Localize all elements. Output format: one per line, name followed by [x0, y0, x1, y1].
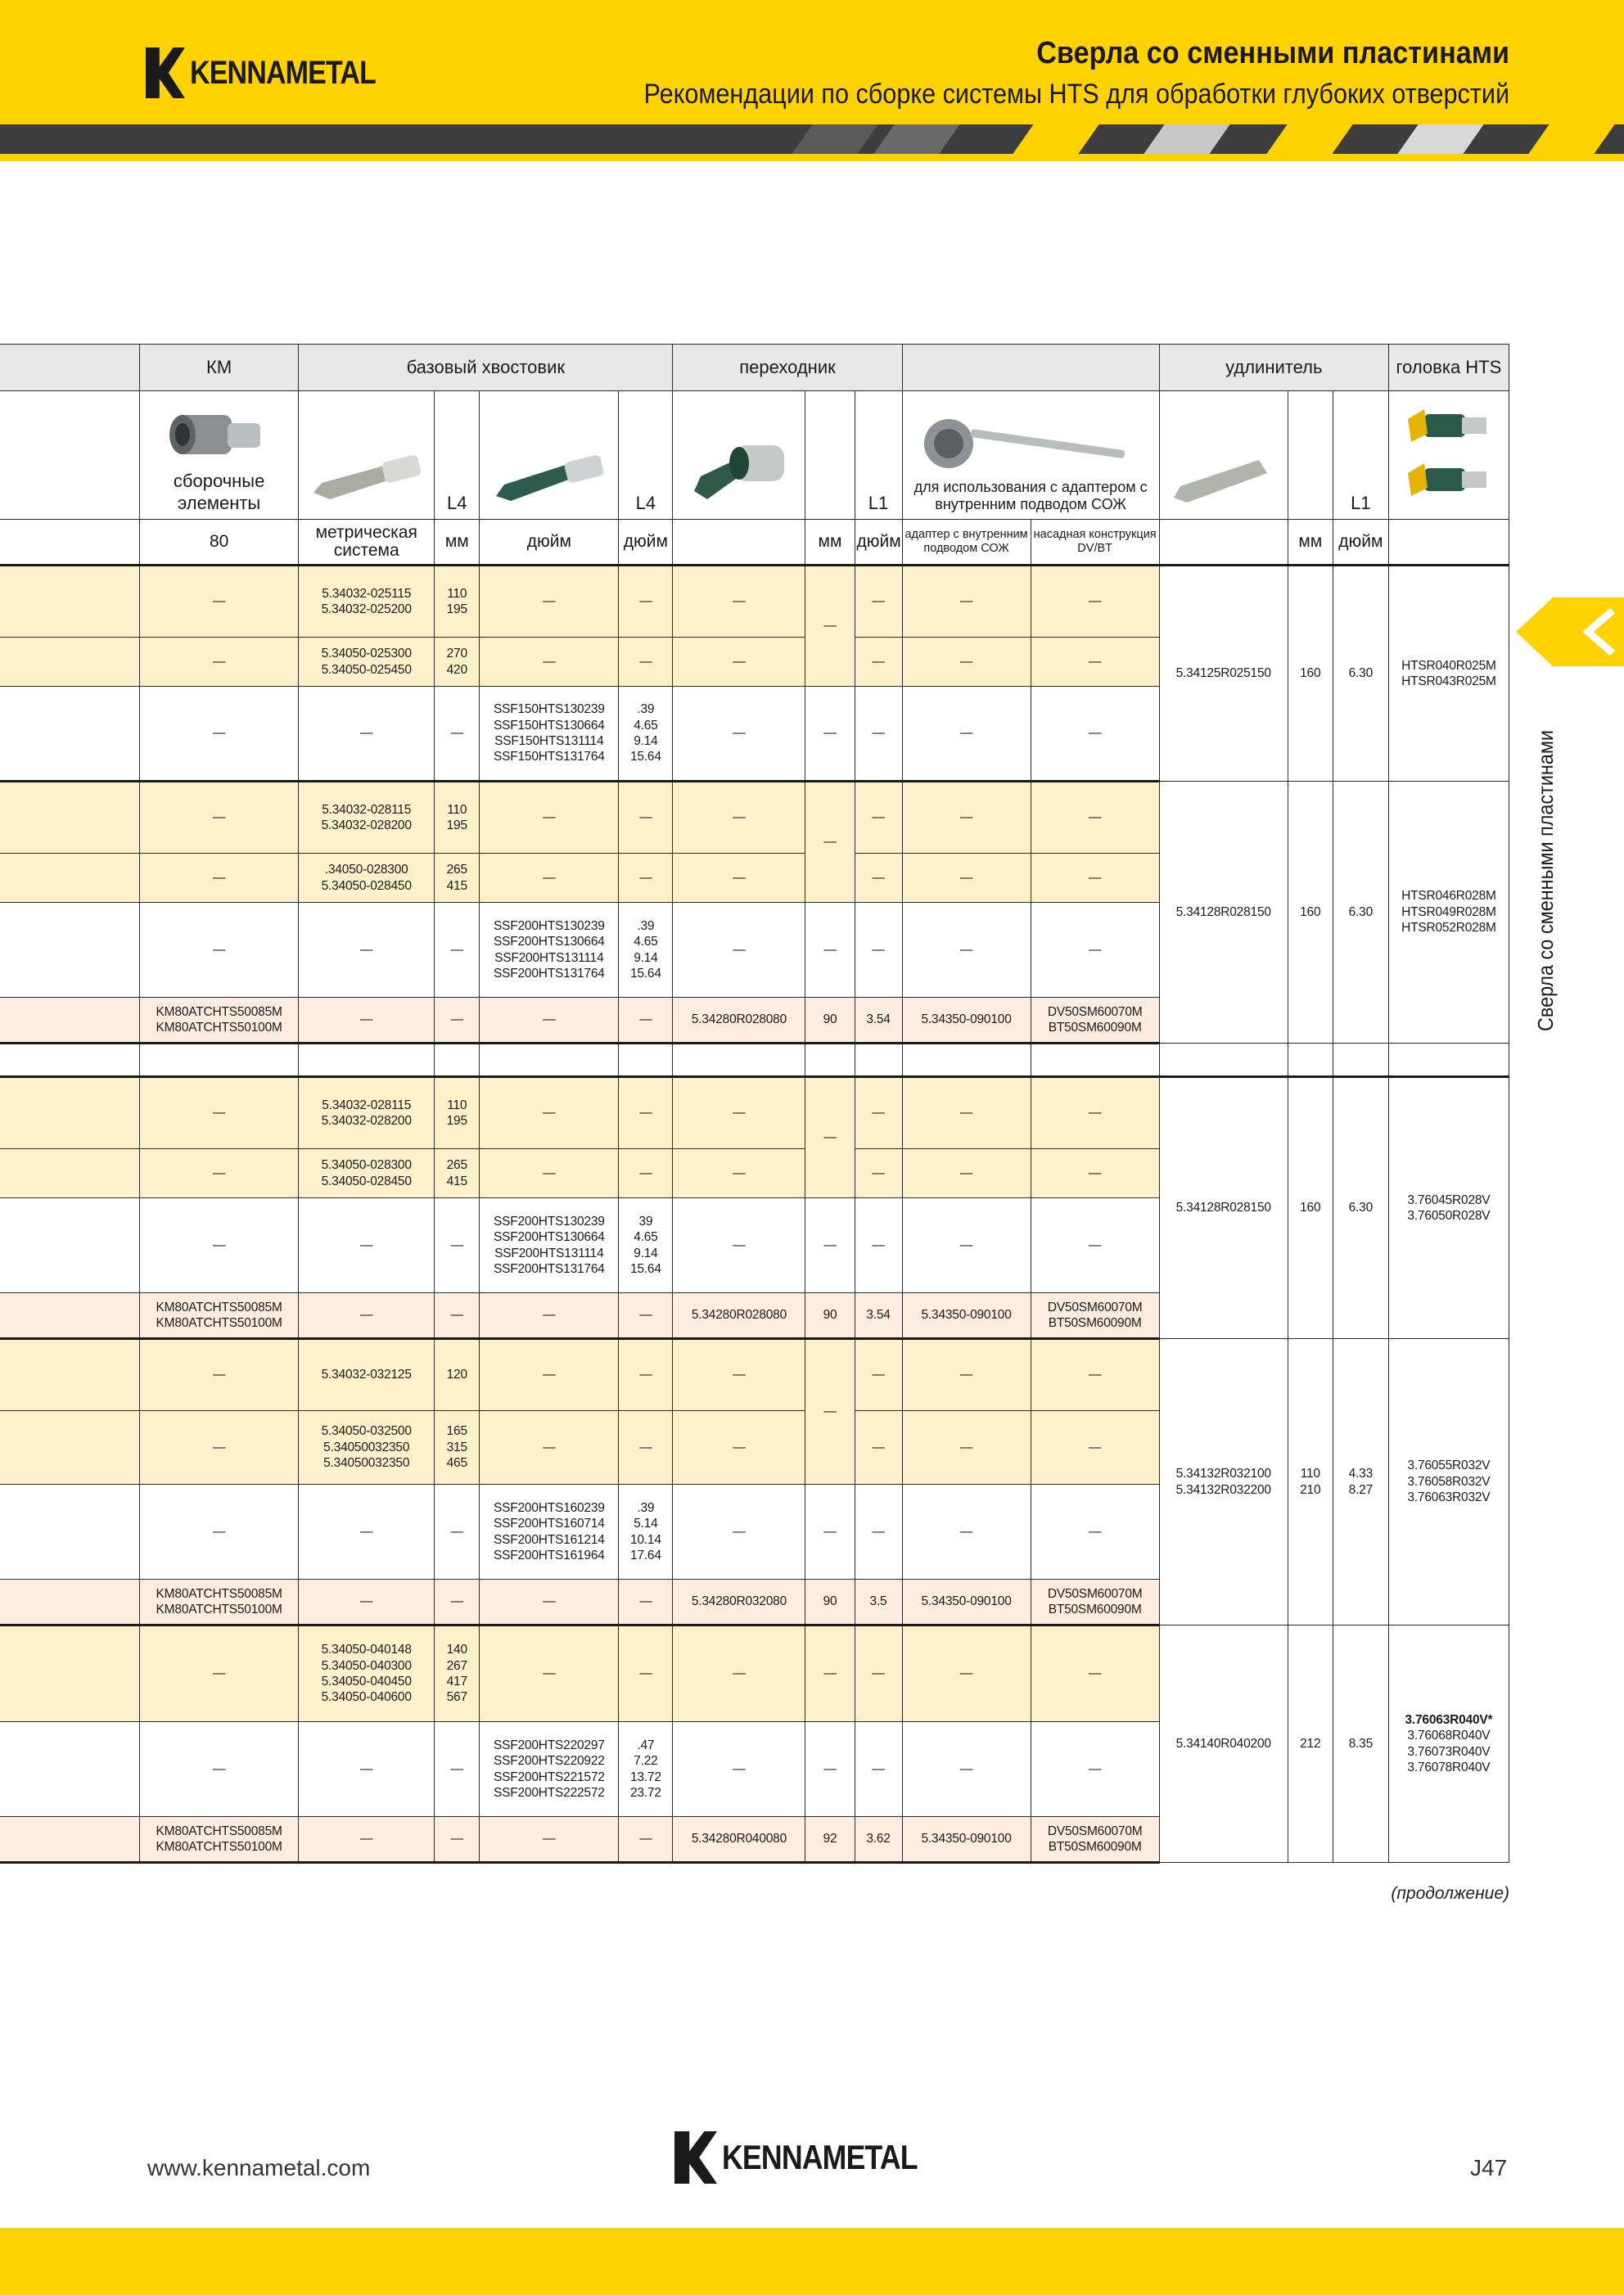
table-cell: — — [902, 1625, 1031, 1722]
table-cell: — — [1031, 1198, 1159, 1293]
table-cell: — — [673, 1077, 805, 1149]
table-cell: — — [1031, 1077, 1159, 1149]
table-cell: — — [480, 782, 619, 854]
table-cell: — — [805, 1722, 855, 1817]
table-cell: — — [140, 854, 299, 903]
table-cell — [0, 566, 140, 638]
table-cell: — — [480, 638, 619, 687]
table-cell: — — [140, 1339, 299, 1411]
table-cell: 6.30 — [1333, 782, 1388, 1044]
table-cell: — — [673, 782, 805, 854]
table-cell: KM80ATCHTS50085M KM80ATCHTS50100M — [140, 1293, 299, 1339]
table-cell: — — [855, 638, 902, 687]
table-cell: — — [140, 1198, 299, 1293]
spacer-cell — [673, 1044, 805, 1077]
table-cell: — — [902, 1411, 1031, 1485]
table-cell: — — [299, 1722, 435, 1817]
km-clamping-unit-icon — [158, 400, 281, 464]
table-cell: — — [902, 903, 1031, 998]
table-cell: — — [480, 1339, 619, 1411]
table-cell — [1388, 566, 1509, 782]
table-cell: 3.54 — [855, 1293, 902, 1339]
table-row — [0, 782, 1509, 854]
table-cell: — — [902, 1198, 1031, 1293]
coolant-header — [902, 345, 1159, 391]
table-cell: — — [1031, 903, 1159, 998]
table-cell: 160 — [1288, 782, 1333, 1044]
table-cell: 5.34125R025150 — [1159, 566, 1288, 782]
table-cell: — — [1031, 1149, 1159, 1198]
table-cell: — — [619, 1625, 673, 1722]
table-cell: 265 415 — [435, 854, 480, 903]
table-cell — [1388, 1339, 1509, 1625]
head-codes: 3.76045R028V 3.76050R028V — [1407, 1193, 1491, 1223]
table-cell: — — [1031, 638, 1159, 687]
chevron-left-icon — [1575, 606, 1621, 658]
table-cell: — — [805, 566, 855, 687]
kennametal-logo — [146, 47, 408, 98]
table-cell: — — [805, 1625, 855, 1722]
table-cell: — — [855, 854, 902, 903]
table-cell: 5.34350-090100 — [902, 998, 1031, 1044]
table-cell: — — [902, 854, 1031, 903]
table-cell: — — [805, 1339, 855, 1485]
table-cell: 212 — [1288, 1625, 1333, 1863]
table-cell: DV50SM60070M BT50SM60090M — [1031, 1293, 1159, 1339]
spacer-cell — [1031, 1044, 1159, 1077]
highlighted-head: 3.76063R040V* — [1405, 1712, 1493, 1727]
blank-header — [0, 345, 140, 391]
table-cell: SSF150HTS130239 SSF150HTS130664 SSF150HTS131114 SSF150HTS131764 — [480, 687, 619, 782]
table-cell: — — [902, 1149, 1031, 1198]
hts-head-image-cell — [1388, 391, 1509, 520]
table-cell: — — [299, 1293, 435, 1339]
base-shank-icon — [305, 450, 428, 507]
table-cell: — — [673, 566, 805, 638]
table-cell: — — [140, 1077, 299, 1149]
table-cell: — — [140, 1722, 299, 1817]
hts-head-header: головка HTS — [1388, 345, 1509, 391]
table-cell: 5.34032-025115 5.34032-025200 — [299, 566, 435, 638]
table-cell: 5.34050-032500 5.34050032350 5.34050032350 — [299, 1411, 435, 1485]
table-cell: — — [855, 1411, 902, 1485]
spacer-cell — [1388, 1044, 1509, 1077]
table-cell: — — [1031, 687, 1159, 782]
head-codes: 3.76068R040V 3.76073R040V 3.76078R040V — [1407, 1729, 1491, 1774]
drill-head-icon — [1400, 401, 1498, 507]
table-cell: — — [299, 687, 435, 782]
table-cell: — — [435, 687, 480, 782]
table-cell: — — [673, 1149, 805, 1198]
table-cell: — — [673, 1198, 805, 1293]
table-cell: — — [435, 903, 480, 998]
table-cell: — — [673, 1485, 805, 1580]
table-cell: 5.34050-040148 5.34050-040300 5.34050-040450 5.34050-040600 — [299, 1625, 435, 1722]
table-cell: 5.34050-025300 5.34050-025450 — [299, 638, 435, 687]
table-cell: — — [855, 1149, 902, 1198]
coolant-image-cell: для использования с адаптером с внутренним подводом СОЖ — [902, 391, 1159, 520]
table-cell: — — [480, 1817, 619, 1863]
table-cell: — — [619, 1339, 673, 1411]
table-cell: 120 — [435, 1339, 480, 1411]
table-cell: — — [805, 687, 855, 782]
table-cell: — — [435, 1198, 480, 1293]
table-row — [0, 1339, 1509, 1411]
table-cell: — — [1031, 854, 1159, 903]
table-cell: — — [855, 1198, 902, 1293]
head-codes: HTSR046R028M HTSR049R028M HTSR052R028M — [1401, 889, 1496, 936]
table-cell: .39 4.65 9.14 15.64 — [619, 903, 673, 998]
extension-header: удлинитель — [1159, 345, 1388, 391]
table-cell: 110 195 — [435, 782, 480, 854]
adapter-image-cell — [673, 391, 805, 520]
unit-header-row: 80 метрическая система мм дюйм дюйм мм дюйм адаптер с внутренним подводом СОЖ насадная конструкция DV/BT мм дюйм — [0, 520, 1509, 566]
table-cell: 5.34280R032080 — [673, 1580, 805, 1625]
table-cell: — — [902, 1077, 1031, 1149]
head-codes: 3.76055R032V 3.76058R032V 3.76063R032V — [1407, 1459, 1491, 1505]
table-cell — [0, 638, 140, 687]
table-cell: .47 7.22 13.72 23.72 — [619, 1722, 673, 1817]
table-cell: — — [140, 1149, 299, 1198]
table-cell: .34050-028300 5.34050-028450 — [299, 854, 435, 903]
spacer-cell — [435, 1044, 480, 1077]
table-cell: 5.34032-028115 5.34032-028200 — [299, 782, 435, 854]
table-cell: — — [1031, 1485, 1159, 1580]
table-cell — [0, 1198, 140, 1293]
table-cell: — — [619, 1580, 673, 1625]
table-cell: — — [855, 782, 902, 854]
table-cell: 8.35 — [1333, 1625, 1388, 1863]
table-cell: — — [673, 1722, 805, 1817]
table-cell: — — [619, 1411, 673, 1485]
table-cell: 4.33 8.27 — [1333, 1339, 1388, 1625]
table-cell — [0, 1339, 140, 1411]
table-cell: — — [619, 782, 673, 854]
table-cell: — — [140, 566, 299, 638]
continued-note: (продолжение) — [1391, 1884, 1509, 1903]
table-cell: — — [1031, 1411, 1159, 1485]
inch-shank-icon — [488, 450, 611, 507]
page-number: J47 — [1470, 2155, 1508, 2180]
table-cell: — — [619, 566, 673, 638]
table-cell: — — [902, 1485, 1031, 1580]
table-cell: — — [619, 1077, 673, 1149]
table-cell: — — [1031, 566, 1159, 638]
table-row — [0, 566, 1509, 638]
table-cell: DV50SM60070M BT50SM60090M — [1031, 1580, 1159, 1625]
table-cell: — — [140, 1625, 299, 1722]
head-codes: HTSR040R025M HTSR043R025M — [1401, 658, 1496, 688]
table-cell: 3.54 — [855, 998, 902, 1044]
table-cell: — — [673, 903, 805, 998]
table-cell: — — [480, 1411, 619, 1485]
table-cell: 6.30 — [1333, 1077, 1388, 1339]
table-cell: — — [140, 1411, 299, 1485]
table-cell: — — [299, 903, 435, 998]
side-section-label: Сверла со сменными пластинами — [1533, 729, 1558, 1031]
table-cell: — — [902, 638, 1031, 687]
table-cell: 270 420 — [435, 638, 480, 687]
table-cell: 265 415 — [435, 1149, 480, 1198]
table-cell — [0, 903, 140, 998]
section-tab[interactable] — [1516, 597, 1624, 666]
table-cell: — — [855, 1625, 902, 1722]
table-cell: KM80ATCHTS50085M KM80ATCHTS50100M — [140, 998, 299, 1044]
table-cell: KM80ATCHTS50085M KM80ATCHTS50100M — [140, 1580, 299, 1625]
spacer-cell — [299, 1044, 435, 1077]
table-cell — [0, 1722, 140, 1817]
table-cell — [0, 687, 140, 782]
table-cell: SSF200HTS130239 SSF200HTS130664 SSF200HTS131114 SSF200HTS131764 — [480, 1198, 619, 1293]
table-cell: — — [480, 566, 619, 638]
table-cell: — — [805, 782, 855, 903]
page-title: Сверла со сменными пластинами — [1036, 36, 1509, 70]
table-cell: 5.34280R028080 — [673, 998, 805, 1044]
table-cell: 6.30 — [1333, 566, 1388, 782]
header-stripe — [0, 124, 1624, 154]
inch-shank-image-cell — [480, 391, 619, 520]
table-cell: — — [902, 782, 1031, 854]
table-cell — [0, 1077, 140, 1149]
table-cell — [0, 1293, 140, 1339]
table-row — [0, 1077, 1509, 1149]
table-cell — [0, 1149, 140, 1198]
table-cell — [0, 998, 140, 1044]
logo-text: KENNAMETAL — [190, 54, 376, 91]
table-cell: 92 — [805, 1817, 855, 1863]
table-cell: 5.34032-032125 — [299, 1339, 435, 1411]
table-cell: 165 315 465 — [435, 1411, 480, 1485]
spacer-cell — [1159, 1044, 1288, 1077]
group-header-row — [0, 345, 1509, 391]
km-header: КМ — [140, 345, 299, 391]
table-cell: — — [673, 1339, 805, 1411]
table-cell: — — [480, 998, 619, 1044]
table-cell: 90 — [805, 998, 855, 1044]
table-cell: — — [619, 998, 673, 1044]
spacer-cell — [140, 1044, 299, 1077]
image-header-row: сборочные элементы L4 L4 L1 для использования с адаптером с внутренним подводом СОЖ L1 — [0, 391, 1509, 520]
table-cell: 160 — [1288, 1077, 1333, 1339]
table-cell: — — [435, 1293, 480, 1339]
base-shank-header: базовый хвостовик — [299, 345, 673, 391]
table-cell: DV50SM60070M BT50SM60090M — [1031, 1817, 1159, 1863]
table-cell: — — [1031, 1339, 1159, 1411]
table-cell: — — [435, 1580, 480, 1625]
table-cell: 5.34132R032100 5.34132R032200 — [1159, 1339, 1288, 1625]
metric-shank-image-cell — [299, 391, 435, 520]
spacer-cell — [1333, 1044, 1388, 1077]
table-cell: — — [619, 1293, 673, 1339]
spacer-cell — [805, 1044, 855, 1077]
spacer-cell — [480, 1044, 619, 1077]
table-cell — [0, 1485, 140, 1580]
table-cell: — — [480, 854, 619, 903]
table-cell: — — [805, 1077, 855, 1198]
table-body — [0, 566, 1509, 1863]
adapter-icon — [678, 434, 801, 507]
table-row — [0, 1625, 1509, 1722]
table-cell: — — [805, 1198, 855, 1293]
spacer-cell — [0, 1044, 140, 1077]
spacer-cell — [902, 1044, 1031, 1077]
table-cell: 5.34140R040200 — [1159, 1625, 1288, 1863]
table-cell: — — [673, 1625, 805, 1722]
table-cell: — — [619, 1149, 673, 1198]
table-cell: — — [855, 1077, 902, 1149]
table-cell: — — [435, 998, 480, 1044]
table-cell: — — [480, 1293, 619, 1339]
page-subtitle: Рекомендации по сборке системы HTS для обработки глубоких отверстий — [643, 79, 1509, 110]
coolant-adapter-icon — [916, 415, 1145, 472]
table-cell: — — [140, 1485, 299, 1580]
table-cell: — — [480, 1580, 619, 1625]
table-cell: 3.62 — [855, 1817, 902, 1863]
table-cell: 5.34350-090100 — [902, 1580, 1031, 1625]
table-cell: — — [299, 1580, 435, 1625]
table-cell: — — [902, 687, 1031, 782]
km-image-cell: сборочные элементы — [140, 391, 299, 520]
table-cell: — — [299, 1485, 435, 1580]
extension-icon — [1162, 450, 1285, 507]
table-cell: 140 267 417 567 — [435, 1625, 480, 1722]
table-cell: .39 4.65 9.14 15.64 — [619, 687, 673, 782]
table-cell: 110 210 — [1288, 1339, 1333, 1625]
spacer-row — [0, 1044, 1509, 1077]
assembly-table — [0, 344, 1509, 1864]
table-cell: — — [619, 1817, 673, 1863]
table-cell — [0, 1625, 140, 1722]
table-cell: — — [855, 566, 902, 638]
table-cell: 90 — [805, 1293, 855, 1339]
table-cell: 160 — [1288, 566, 1333, 782]
footer-band — [0, 2228, 1624, 2295]
table-cell: — — [855, 687, 902, 782]
table-cell: — — [855, 1722, 902, 1817]
table-cell: .39 5.14 10.14 17.64 — [619, 1485, 673, 1580]
table-cell: 3.5 — [855, 1580, 902, 1625]
table-cell: — — [855, 1485, 902, 1580]
table-cell: — — [140, 782, 299, 854]
table-cell — [0, 1817, 140, 1863]
table-cell: — — [435, 1817, 480, 1863]
table-cell: — — [480, 1077, 619, 1149]
spacer-cell — [1288, 1044, 1333, 1077]
table-cell: KM80ATCHTS50085M KM80ATCHTS50100M — [140, 1817, 299, 1863]
table-cell: — — [673, 638, 805, 687]
table-cell: SSF200HTS220297 SSF200HTS220922 SSF200HTS221572 SSF200HTS222572 — [480, 1722, 619, 1817]
table-cell — [1388, 782, 1509, 1044]
table-cell: — — [299, 998, 435, 1044]
table-cell: — — [480, 1625, 619, 1722]
table-cell: — — [480, 1149, 619, 1198]
table-cell — [0, 1411, 140, 1485]
table-cell: 90 — [805, 1580, 855, 1625]
footer-url[interactable]: www.kennametal.com — [147, 2155, 371, 2180]
table-cell: — — [855, 903, 902, 998]
table-cell: SSF200HTS160239 SSF200HTS160714 SSF200HTS161214 SSF200HTS161964 — [480, 1485, 619, 1580]
table-cell — [0, 854, 140, 903]
table-cell: 5.34280R028080 — [673, 1293, 805, 1339]
table-cell: 110 195 — [435, 1077, 480, 1149]
table-cell: — — [435, 1722, 480, 1817]
table-cell: — — [299, 1198, 435, 1293]
table-cell: — — [1031, 1722, 1159, 1817]
table-cell — [0, 1580, 140, 1625]
table-cell: — — [1031, 1625, 1159, 1722]
table-cell — [1388, 1625, 1509, 1863]
table-cell: — — [902, 1722, 1031, 1817]
table-cell: 5.34032-028115 5.34032-028200 — [299, 1077, 435, 1149]
table-cell: — — [619, 638, 673, 687]
table-cell: — — [673, 1411, 805, 1485]
spacer-cell — [619, 1044, 673, 1077]
table-cell: 5.34128R028150 — [1159, 1077, 1288, 1339]
table-cell: — — [140, 638, 299, 687]
table-cell: 5.34280R040080 — [673, 1817, 805, 1863]
table-cell: — — [1031, 782, 1159, 854]
k-mark-icon — [146, 47, 185, 98]
table-cell: DV50SM60070M BT50SM60090M — [1031, 998, 1159, 1044]
table-cell: — — [140, 687, 299, 782]
table-cell: — — [902, 566, 1031, 638]
table-cell: 5.34050-028300 5.34050-028450 — [299, 1149, 435, 1198]
table-cell: — — [299, 1817, 435, 1863]
table-cell: — — [140, 903, 299, 998]
footer-logo: KENNAMETAL — [674, 2131, 952, 2184]
header-stripe-line — [0, 154, 1624, 161]
extension-image-cell — [1159, 391, 1288, 520]
table-cell: 5.34350-090100 — [902, 1293, 1031, 1339]
table-cell: 39 4.65 9.14 15.64 — [619, 1198, 673, 1293]
table-cell — [0, 782, 140, 854]
table-cell: — — [855, 1339, 902, 1411]
table-cell: — — [435, 1485, 480, 1580]
table-cell: — — [902, 1339, 1031, 1411]
spacer-cell — [855, 1044, 902, 1077]
k-mark-icon — [674, 2131, 717, 2184]
adapter-header: переходник — [673, 345, 902, 391]
table-cell — [1388, 1077, 1509, 1339]
table-cell: — — [805, 1485, 855, 1580]
table-cell: 110 195 — [435, 566, 480, 638]
table-cell: — — [673, 854, 805, 903]
table-cell: — — [673, 687, 805, 782]
table-cell: SSF200HTS130239 SSF200HTS130664 SSF200HTS131114 SSF200HTS131764 — [480, 903, 619, 998]
table-cell: — — [619, 854, 673, 903]
table-cell: 5.34350-090100 — [902, 1817, 1031, 1863]
table-cell: 5.34128R028150 — [1159, 782, 1288, 1044]
table-cell: — — [805, 903, 855, 998]
